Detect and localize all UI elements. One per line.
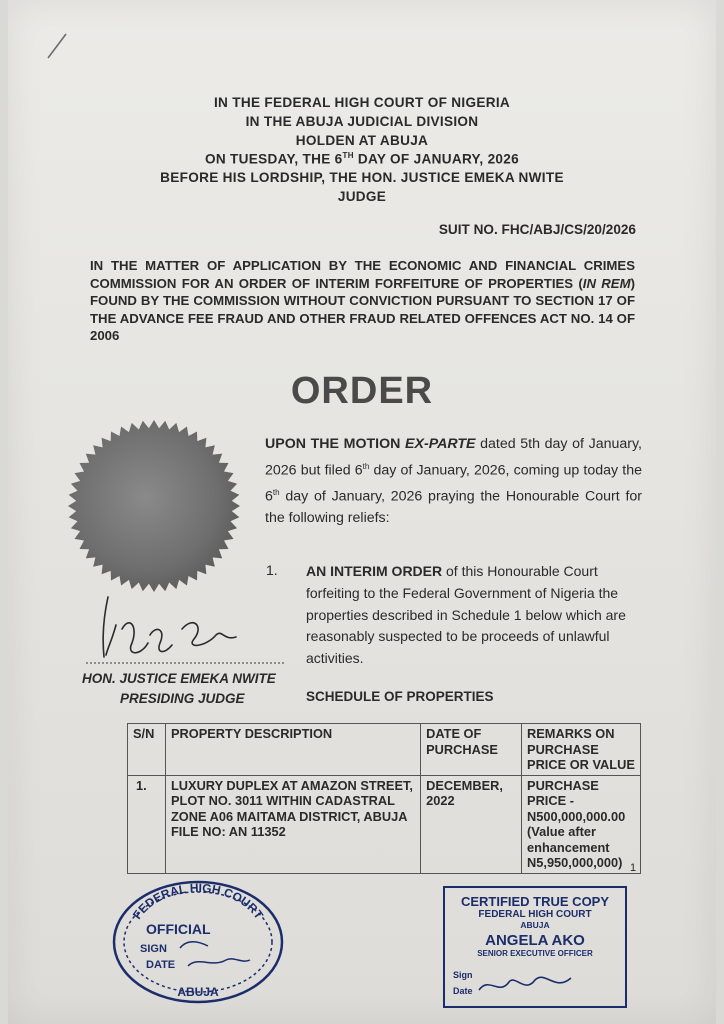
motion-text-1: dated 5th day of January, 2026 but filed 6 xyxy=(265,436,642,479)
motion-ex-parte: EX-PARTE xyxy=(405,436,476,452)
remarks-line2: N500,000,000.00 xyxy=(527,808,626,824)
court-seal xyxy=(66,418,242,594)
remarks-line1: PURCHASE PRICE - xyxy=(527,777,599,808)
schedule-table xyxy=(127,723,641,874)
remarks-line3: (Value after enhancement N5,950,000,000) xyxy=(527,824,623,870)
matter-heading xyxy=(90,257,635,345)
cert-line2: FEDERAL HIGH COURT xyxy=(478,909,592,920)
order-title: ORDER xyxy=(290,370,434,412)
court-header-line4-pre: ON TUESDAY, THE 6 xyxy=(204,151,343,167)
certified-true-copy-stamp xyxy=(443,886,627,1008)
table-cell-description: LUXURY DUPLEX AT AMAZON STREET, PLOT NO. 3011 WITHIN CADASTRAL ZONE A06 MAITAMA DISTRICT, ABUJA FILE NO: AN 11352 xyxy=(165,775,420,873)
cert-line5: SENIOR EXECUTIVE OFFICER xyxy=(477,949,593,958)
matter-part1: IN THE MATTER OF APPLICATION BY THE ECONOMIC AND FINANCIAL CRIMES COMMISSION FOR AN ORDER OF INTERIM FORFEITURE OF PROPERTIES ( xyxy=(90,258,635,291)
court-header-line2: IN THE ABUJA JUDICIAL DIVISION xyxy=(245,114,479,129)
table-header: PROPERTY DESCRIPTION xyxy=(165,724,420,776)
round-stamp-sign: SIGN xyxy=(140,943,167,955)
table-row xyxy=(128,775,641,873)
cert-signature xyxy=(475,966,585,1000)
court-header-line3: HOLDEN AT ABUJA xyxy=(295,133,429,148)
relief-text xyxy=(306,561,642,670)
cert-line1: CERTIFIED TRUE COPY xyxy=(460,894,610,909)
pen-mark xyxy=(44,32,70,60)
table-cell-date: DECEMBER, 2022 xyxy=(421,775,522,873)
round-stamp-arc-text: FEDERAL HIGH COURT xyxy=(129,880,267,922)
motion-bold: UPON THE MOTION xyxy=(265,436,406,452)
cert-date-label: Date xyxy=(453,986,473,996)
round-stamp-date: DATE xyxy=(146,959,176,971)
court-header-line4-post: DAY OF JANUARY, 2026 xyxy=(353,151,520,167)
table-cell-sn: 1. xyxy=(128,775,166,873)
motion-sup-2: th xyxy=(272,487,280,497)
matter-italic: IN REM xyxy=(582,275,631,291)
matter-part2: ) FOUND BY THE COMMISSION WITHOUT CONVICTION PURSUANT TO SECTION 17 OF THE ADVANCE FEE FRAUD AND OTHER FRAUD RELATED OFFENCES ACT NO. 14 OF 2006 xyxy=(90,275,635,344)
court-header-line1: IN THE FEDERAL HIGH COURT OF NIGERIA xyxy=(213,95,511,110)
motion-paragraph xyxy=(265,434,642,529)
table-header-row xyxy=(128,724,641,776)
motion-text-2: day of January, 2026, coming up today the 6 xyxy=(265,462,642,505)
motion-sup-1: th xyxy=(362,461,370,471)
table-header: S/N xyxy=(128,724,166,776)
judge-name: HON. JUSTICE EMEKA NWITE xyxy=(82,671,276,686)
court-header-line6: JUDGE xyxy=(337,189,387,204)
cert-sign-label: Sign xyxy=(453,970,473,980)
round-stamp-bottom: ABUJA xyxy=(177,985,219,999)
cert-line3: ABUJA xyxy=(520,920,550,930)
round-stamp-official: OFFICIAL xyxy=(146,921,211,937)
relief-bold: AN INTERIM ORDER xyxy=(306,563,443,579)
relief-number: 1. xyxy=(266,562,278,578)
relief-body: of this Honourable Court forfeiting to the Federal Government of Nigeria the properties described in Schedule 1 below which are reasonably suspected to be proceeds of unlawful activities. xyxy=(306,563,626,667)
svg-text:FEDERAL HIGH COURT xyxy=(130,881,266,922)
official-round-stamp xyxy=(108,876,288,1006)
judge-title: PRESIDING JUDGE xyxy=(120,691,245,706)
court-header-line4-sup: TH xyxy=(342,151,354,160)
table-cell-remarks xyxy=(522,775,641,873)
schedule-title: SCHEDULE OF PROPERTIES xyxy=(306,689,494,704)
motion-text-3: day of January, 2026 praying the Honourable Court for the following reliefs: xyxy=(265,488,642,526)
table-header: DATE OF PURCHASE xyxy=(421,724,522,776)
cert-line4: ANGELA AKO xyxy=(485,932,585,949)
court-header-line5: BEFORE HIS LORDSHIP, THE HON. JUSTICE EMEKA NWITE xyxy=(160,170,564,185)
table-header: REMARKS ON PURCHASE PRICE OR VALUE xyxy=(522,724,641,776)
page-number: 1 xyxy=(630,862,637,874)
judge-signature xyxy=(86,585,286,670)
court-header-line4 xyxy=(0,151,724,167)
suit-number: SUIT NO. FHC/ABJ/CS/20/2026 xyxy=(438,222,636,237)
